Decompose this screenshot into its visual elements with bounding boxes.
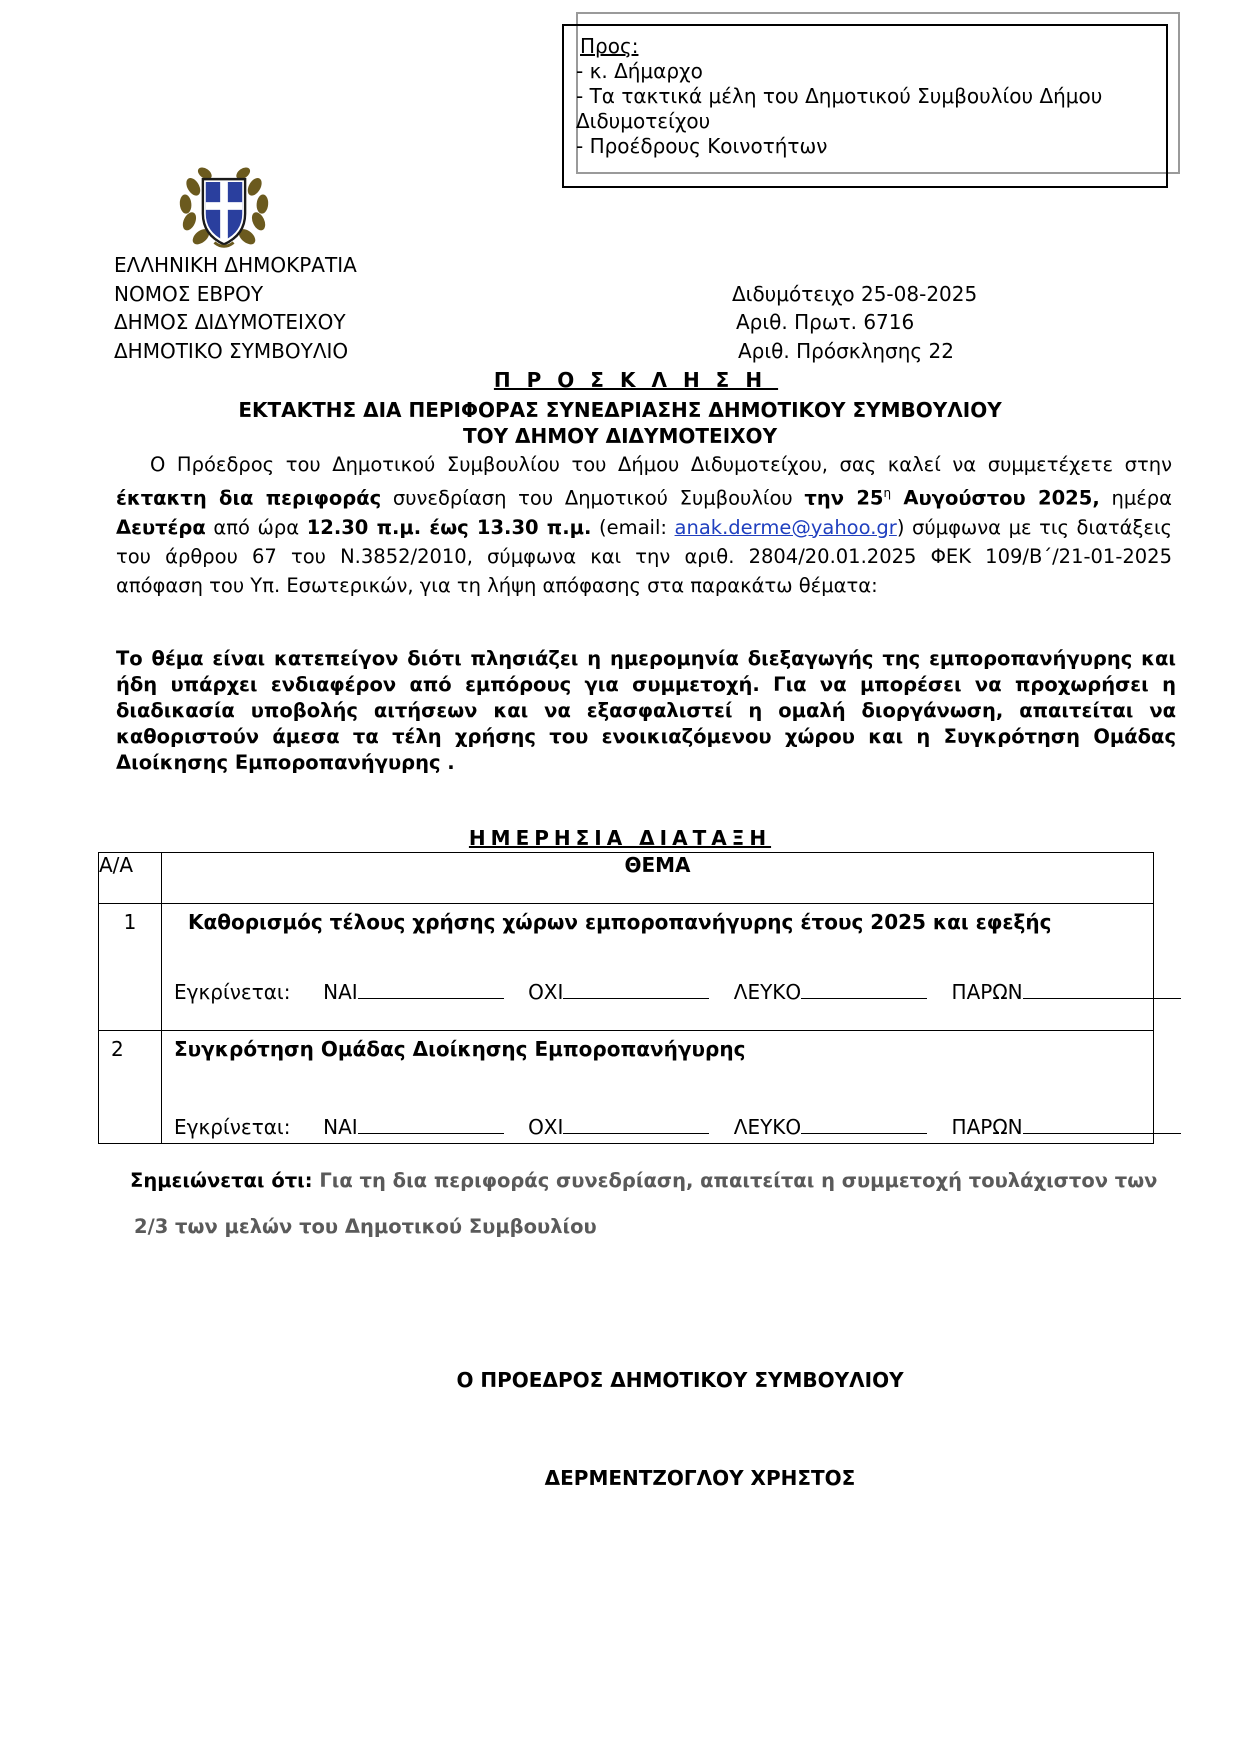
note-text: Για τη δια περιφοράς συνεδρίαση, απαιτείται η συμμετοχή τουλάχιστον των (312, 1169, 1158, 1192)
invitation-title: ΠΡΟΣΚΛΗΣΗ (493, 368, 779, 392)
vote-blank-blank[interactable] (801, 978, 927, 999)
vote-no-blank[interactable] (563, 978, 709, 999)
vote-approve-label: Εγκρίνεται: (174, 1115, 291, 1139)
vote-no-label: ΟΧΙ (528, 980, 564, 1004)
recipient-line: - Προέδρους Κοινοτήτων (576, 134, 828, 158)
body-text: (email: (591, 515, 675, 539)
email-link[interactable]: anak.derme@yahoo.gr (674, 515, 897, 539)
signatory-name: ΔΕΡΜΕΝΤΖΟΓΛΟΥ ΧΡΗΣΤΟΣ (544, 1466, 856, 1490)
protocol-number: Αριθ. Πρωτ. 6716 (736, 310, 915, 334)
invitation-number: Αριθ. Πρόσκλησης 22 (738, 339, 954, 363)
item-topic-cell (162, 904, 1154, 1031)
vote-present-label: ΠΑΡΩΝ (951, 1115, 1023, 1139)
issuer-line: ΕΛΛΗΝΙΚΗ ΔΗΜΟΚΡΑΤΙΑ (114, 253, 357, 277)
recipients-heading: Προς: (580, 34, 639, 58)
vote-present-label: ΠΑΡΩΝ (951, 980, 1023, 1004)
vote-approve-label: Εγκρίνεται: (174, 980, 291, 1004)
vote-line (174, 1113, 1199, 1139)
issuer-line: ΝΟΜΟΣ ΕΒΡΟΥ (114, 282, 264, 306)
meeting-title-line2: ΤΟΥ ΔΗΜΟΥ ΔΙΔΥΜΟΤΕΙΧΟΥ (462, 424, 778, 448)
item-number: 1 (123, 910, 137, 934)
item-topic: Καθορισμός τέλους χρήσης χώρων εμποροπανήγυρης έτους 2025 και εφεξής (188, 910, 1052, 934)
vote-present-blank[interactable] (1023, 978, 1181, 999)
agenda-title (0, 826, 1240, 850)
urgency-statement: Το θέμα είναι κατεπείγον διότι πλησιάζει η ημερομηνία διεξαγωγής της εμποροπανήγυρης και ήδη υπάρχει ενδιαφέρον από εμπόρους για συμμετοχή. Για να μπορέσει να προχωρήσει η διαδικασία υποβολής αιτήσεων και να εξασφαλιστεί η ομαλή διοργάνωση, απαιτείται να καθοριστούν άμεσα τα τέλη χρήσης του ενοικιαζόμενου χώρου και η Συγκρότηση Ομάδας Διοίκησης Εμποροπανήγυρης . (116, 647, 1176, 774)
item-number-cell (99, 1031, 162, 1144)
vote-blank-blank[interactable] (801, 1113, 927, 1134)
vote-present-blank[interactable] (1023, 1113, 1181, 1134)
body-bold-time: 12.30 π.μ. έως 13.30 π.μ. (306, 515, 592, 539)
issuer-line: ΔΗΜΟΣ ΔΙΔΥΜΟΤΕΙΧΟΥ (114, 310, 346, 334)
col-topic-label: ΘΕΜΑ (624, 853, 691, 877)
body-bold: Αυγούστου 2025, (891, 486, 1100, 510)
item-topic-cell (162, 1031, 1154, 1144)
recipient-line: - κ. Δήμαρχο (576, 59, 703, 83)
col-aa-label: Α/Α (99, 853, 134, 877)
vote-yes-blank[interactable] (358, 978, 504, 999)
col-aa-header (99, 853, 162, 904)
body-bold: έκτακτη δια περιφοράς (116, 486, 382, 510)
item-topic: Συγκρότηση Ομάδας Διοίκησης Εμποροπανήγυρης (174, 1037, 746, 1061)
body-text: Ο Πρόεδρος του Δημοτικού Συμβουλίου του Δήμου Διδυμοτείχου, σας καλεί να συμμετέχετε στην (150, 453, 1172, 476)
table-row (99, 904, 1154, 1031)
vote-yes-label: ΝΑΙ (323, 1115, 358, 1139)
item-number: 2 (111, 1037, 124, 1061)
table-row (99, 1031, 1154, 1144)
signatory-title: Ο ΠΡΟΕΔΡΟΣ ΔΗΜΟΤΙΚΟΥ ΣΥΜΒΟΥΛΙΟΥ (456, 1368, 904, 1392)
note-text-line2: 2/3 των μελών του Δημοτικού Συμβουλίου (134, 1215, 597, 1238)
vote-line (174, 978, 1199, 1004)
agenda-title-text: ΗΜΕΡΗΣΙΑ ΔΙΑΤΑΞΗ (468, 826, 772, 850)
body-text: συνεδρίαση του Δημοτικού Συμβουλίου (381, 486, 805, 510)
recipient-line: - Τα τακτικά μέλη του Δημοτικού Συμβουλίου Δήμου Διδυμοτείχου (576, 84, 1103, 133)
quorum-note (130, 1158, 1230, 1250)
issuer-line: ΔΗΜΟΤΙΚΟ ΣΥΜΒΟΥΛΙΟ (114, 339, 349, 363)
body-superscript: η (883, 486, 892, 500)
vote-yes-blank[interactable] (358, 1113, 504, 1134)
body-bold-day: Δευτέρα (116, 515, 206, 539)
agenda-table (98, 852, 1154, 1144)
vote-blank-label: ΛΕΥΚΟ (733, 1115, 802, 1139)
col-topic-header (162, 853, 1154, 904)
body-text: ημέρα (1099, 486, 1172, 510)
vote-blank-label: ΛΕΥΚΟ (733, 980, 802, 1004)
vote-yes-label: ΝΑΙ (323, 980, 358, 1004)
item-number-cell (99, 904, 162, 1031)
recipients-text (576, 34, 1156, 159)
vote-no-blank[interactable] (563, 1113, 709, 1134)
body-text: από ώρα (205, 515, 307, 539)
body-bold-date: την 25 (804, 486, 884, 510)
note-label: Σημειώνεται ότι: (130, 1169, 313, 1192)
body-text: ) σύμφωνα με τις διατάξεις του άρθρου 67 του Ν.3852/2010, σύμφωνα και την αριθ. 2804/20.01.2025 ΦΕΚ 109/Β΄/21-01-2025 απόφαση του Υπ. Εσωτερικών, για τη λήψη απόφασης στα παρακάτω θέματα: (116, 515, 1172, 597)
greek-coat-of-arms-icon (176, 158, 272, 254)
invitation-body (116, 450, 1172, 600)
agenda-header-row (99, 853, 1154, 904)
place-date: Διδυμότειχο 25-08-2025 (732, 282, 978, 306)
meeting-title-line1: ΕΚΤΑΚΤΗΣ ΔΙΑ ΠΕΡΙΦΟΡΑΣ ΣΥΝΕΔΡΙΑΣΗΣ ΔΗΜΟΤΙΚΟΥ ΣΥΜΒΟΥΛΙΟΥ (238, 398, 1002, 422)
vote-no-label: ΟΧΙ (528, 1115, 564, 1139)
